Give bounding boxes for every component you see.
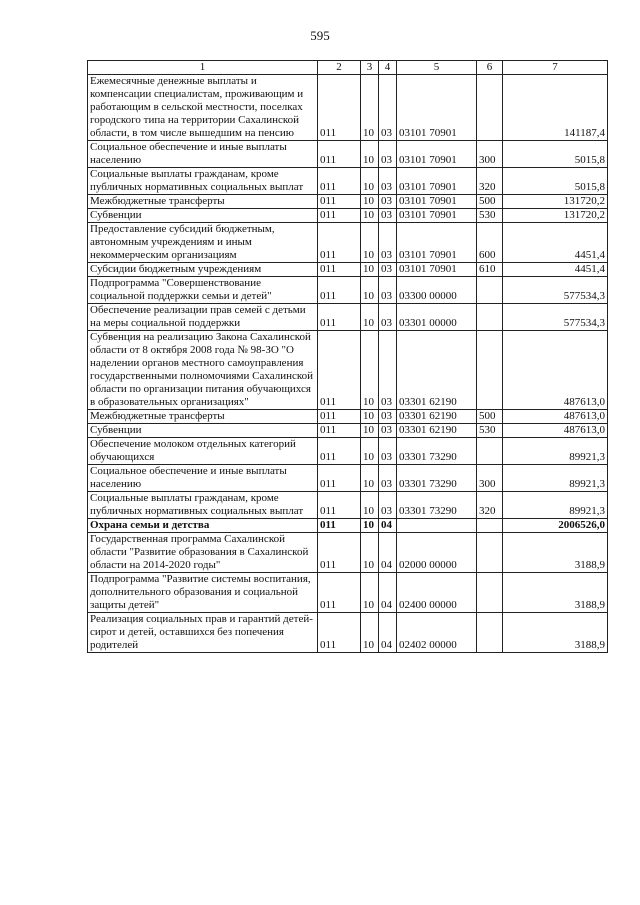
ministry-code: 011 (318, 304, 361, 331)
ministry-code: 011 (318, 424, 361, 438)
target-article: 03101 70901 (397, 168, 477, 195)
amount: 5015,8 (503, 168, 608, 195)
section-code: 10 (361, 424, 379, 438)
row-name: Подпрограмма "Развитие системы воспитания, дополнительного образования и социальной защиты детей" (88, 573, 318, 613)
row-name: Государственная программа Сахалинской области "Развитие образования в Сахалинской области на 2014-2020 годы" (88, 533, 318, 573)
expense-type: 530 (477, 424, 503, 438)
amount: 487613,0 (503, 331, 608, 410)
table-row (88, 195, 608, 209)
ministry-code: 011 (318, 168, 361, 195)
target-article: 03101 70901 (397, 141, 477, 168)
ministry-code: 011 (318, 195, 361, 209)
expense-type: 300 (477, 465, 503, 492)
table-row (88, 304, 608, 331)
ministry-code: 011 (318, 263, 361, 277)
ministry-code: 011 (318, 277, 361, 304)
amount: 89921,3 (503, 465, 608, 492)
expense-type: 610 (477, 263, 503, 277)
row-name: Обеспечение реализации прав семей с детьми на меры социальной поддержки (88, 304, 318, 331)
target-article: 03301 00000 (397, 304, 477, 331)
table-row (88, 492, 608, 519)
table-header-row (88, 61, 608, 75)
section-code: 10 (361, 277, 379, 304)
subsection-code: 03 (379, 141, 397, 168)
ministry-code: 011 (318, 410, 361, 424)
ministry-code: 011 (318, 75, 361, 141)
table-row (88, 75, 608, 141)
row-name: Межбюджетные трансферты (88, 195, 318, 209)
section-code: 10 (361, 438, 379, 465)
expense-type (477, 75, 503, 141)
row-name: Социальные выплаты гражданам, кроме публичных нормативных социальных выплат (88, 492, 318, 519)
table-row (88, 424, 608, 438)
target-article: 03301 73290 (397, 465, 477, 492)
table-row (88, 141, 608, 168)
row-name: Реализация социальных прав и гарантий детей-сирот и детей, оставшихся без попечения родителей (88, 613, 318, 653)
subsection-code: 03 (379, 438, 397, 465)
header-col-3: 3 (361, 61, 379, 75)
subsection-code: 03 (379, 304, 397, 331)
target-article: 02000 00000 (397, 533, 477, 573)
amount: 2006526,0 (503, 519, 608, 533)
subsection-code: 03 (379, 410, 397, 424)
table-row (88, 277, 608, 304)
row-name: Ежемесячные денежные выплаты и компенсации специалистам, проживающим и работающим в сельской местности, поселках городского типа на территории Сахалинской области, в том числе вышедшим на пенсию (88, 75, 318, 141)
amount: 141187,4 (503, 75, 608, 141)
amount: 487613,0 (503, 424, 608, 438)
row-name: Подпрограмма "Совершенствование социальной поддержки семьи и детей" (88, 277, 318, 304)
target-article: 02402 00000 (397, 613, 477, 653)
row-name: Субвенции (88, 209, 318, 223)
target-article (397, 519, 477, 533)
header-col-6: 6 (477, 61, 503, 75)
ministry-code: 011 (318, 573, 361, 613)
table-row (88, 410, 608, 424)
target-article: 02400 00000 (397, 573, 477, 613)
table-row (88, 465, 608, 492)
expense-type: 320 (477, 168, 503, 195)
subsection-code: 03 (379, 195, 397, 209)
amount: 89921,3 (503, 438, 608, 465)
section-code: 10 (361, 195, 379, 209)
header-col-5: 5 (397, 61, 477, 75)
target-article: 03301 62190 (397, 410, 477, 424)
ministry-code: 011 (318, 331, 361, 410)
amount: 5015,8 (503, 141, 608, 168)
table-row (88, 263, 608, 277)
expense-type (477, 277, 503, 304)
section-code: 10 (361, 613, 379, 653)
header-col-4: 4 (379, 61, 397, 75)
header-col-2: 2 (318, 61, 361, 75)
ministry-code: 011 (318, 141, 361, 168)
target-article: 03101 70901 (397, 209, 477, 223)
section-code: 10 (361, 209, 379, 223)
target-article: 03101 70901 (397, 263, 477, 277)
ministry-code: 011 (318, 223, 361, 263)
target-article: 03101 70901 (397, 75, 477, 141)
section-code: 10 (361, 492, 379, 519)
table-row (88, 209, 608, 223)
expense-type: 530 (477, 209, 503, 223)
page-number: 595 (310, 28, 330, 43)
subsection-code: 03 (379, 465, 397, 492)
amount: 3188,9 (503, 613, 608, 653)
section-code: 10 (361, 519, 379, 533)
section-code: 10 (361, 573, 379, 613)
target-article: 03301 62190 (397, 424, 477, 438)
ministry-code: 011 (318, 209, 361, 223)
amount: 4451,4 (503, 263, 608, 277)
subsection-code: 04 (379, 573, 397, 613)
amount: 3188,9 (503, 573, 608, 613)
table-row (88, 533, 608, 573)
section-code: 10 (361, 223, 379, 263)
target-article: 03301 73290 (397, 438, 477, 465)
subsection-code: 03 (379, 331, 397, 410)
subsection-code: 03 (379, 75, 397, 141)
subsection-code: 03 (379, 424, 397, 438)
section-code: 10 (361, 410, 379, 424)
amount: 131720,2 (503, 195, 608, 209)
expense-type: 300 (477, 141, 503, 168)
section-code: 10 (361, 533, 379, 573)
section-code: 10 (361, 304, 379, 331)
expense-type (477, 533, 503, 573)
expense-type: 320 (477, 492, 503, 519)
subsection-code: 03 (379, 209, 397, 223)
subsection-code: 03 (379, 168, 397, 195)
table-row (88, 331, 608, 410)
row-name: Социальное обеспечение и иные выплаты населению (88, 141, 318, 168)
ministry-code: 011 (318, 465, 361, 492)
target-article: 03101 70901 (397, 223, 477, 263)
expense-type: 600 (477, 223, 503, 263)
table-body (88, 75, 608, 653)
table-row (88, 223, 608, 263)
amount: 577534,3 (503, 277, 608, 304)
amount: 4451,4 (503, 223, 608, 263)
table-row (88, 438, 608, 465)
subsection-code: 03 (379, 492, 397, 519)
row-name: Субвенция на реализацию Закона Сахалинской области от 8 октября 2008 года № 98-ЗО "О наделении органов местного самоуправления государственными полномочиями Сахалинской области по организации питания обучающихся в образовательных организациях" (88, 331, 318, 410)
target-article: 03300 00000 (397, 277, 477, 304)
row-name: Социальное обеспечение и иные выплаты населению (88, 465, 318, 492)
row-name: Субвенции (88, 424, 318, 438)
subsection-code: 03 (379, 277, 397, 304)
amount: 577534,3 (503, 304, 608, 331)
row-name: Предоставление субсидий бюджетным, автономным учреждениям и иным некоммерческим организациям (88, 223, 318, 263)
row-name: Обеспечение молоком отдельных категорий обучающихся (88, 438, 318, 465)
subsection-code: 03 (379, 223, 397, 263)
amount: 131720,2 (503, 209, 608, 223)
table-row (88, 519, 608, 533)
target-article: 03301 73290 (397, 492, 477, 519)
table-row (88, 613, 608, 653)
amount: 3188,9 (503, 533, 608, 573)
row-name: Межбюджетные трансферты (88, 410, 318, 424)
expense-type: 500 (477, 195, 503, 209)
row-name: Социальные выплаты гражданам, кроме публичных нормативных социальных выплат (88, 168, 318, 195)
target-article: 03101 70901 (397, 195, 477, 209)
section-code: 10 (361, 141, 379, 168)
section-code: 10 (361, 331, 379, 410)
section-code: 10 (361, 168, 379, 195)
target-article: 03301 62190 (397, 331, 477, 410)
section-code: 10 (361, 465, 379, 492)
expense-type (477, 304, 503, 331)
ministry-code: 011 (318, 533, 361, 573)
table-row (88, 168, 608, 195)
amount: 89921,3 (503, 492, 608, 519)
expense-type: 500 (477, 410, 503, 424)
ministry-code: 011 (318, 438, 361, 465)
section-code: 10 (361, 75, 379, 141)
row-name: Охрана семьи и детства (88, 519, 318, 533)
budget-table (87, 60, 608, 653)
expense-type (477, 519, 503, 533)
subsection-code: 04 (379, 533, 397, 573)
expense-type (477, 613, 503, 653)
subsection-code: 04 (379, 613, 397, 653)
table-row (88, 573, 608, 613)
subsection-code: 03 (379, 263, 397, 277)
row-name: Субсидии бюджетным учреждениям (88, 263, 318, 277)
ministry-code: 011 (318, 519, 361, 533)
expense-type (477, 438, 503, 465)
expense-type (477, 331, 503, 410)
header-col-1: 1 (88, 61, 318, 75)
amount: 487613,0 (503, 410, 608, 424)
header-col-7: 7 (503, 61, 608, 75)
expense-type (477, 573, 503, 613)
ministry-code: 011 (318, 613, 361, 653)
ministry-code: 011 (318, 492, 361, 519)
section-code: 10 (361, 263, 379, 277)
subsection-code: 04 (379, 519, 397, 533)
